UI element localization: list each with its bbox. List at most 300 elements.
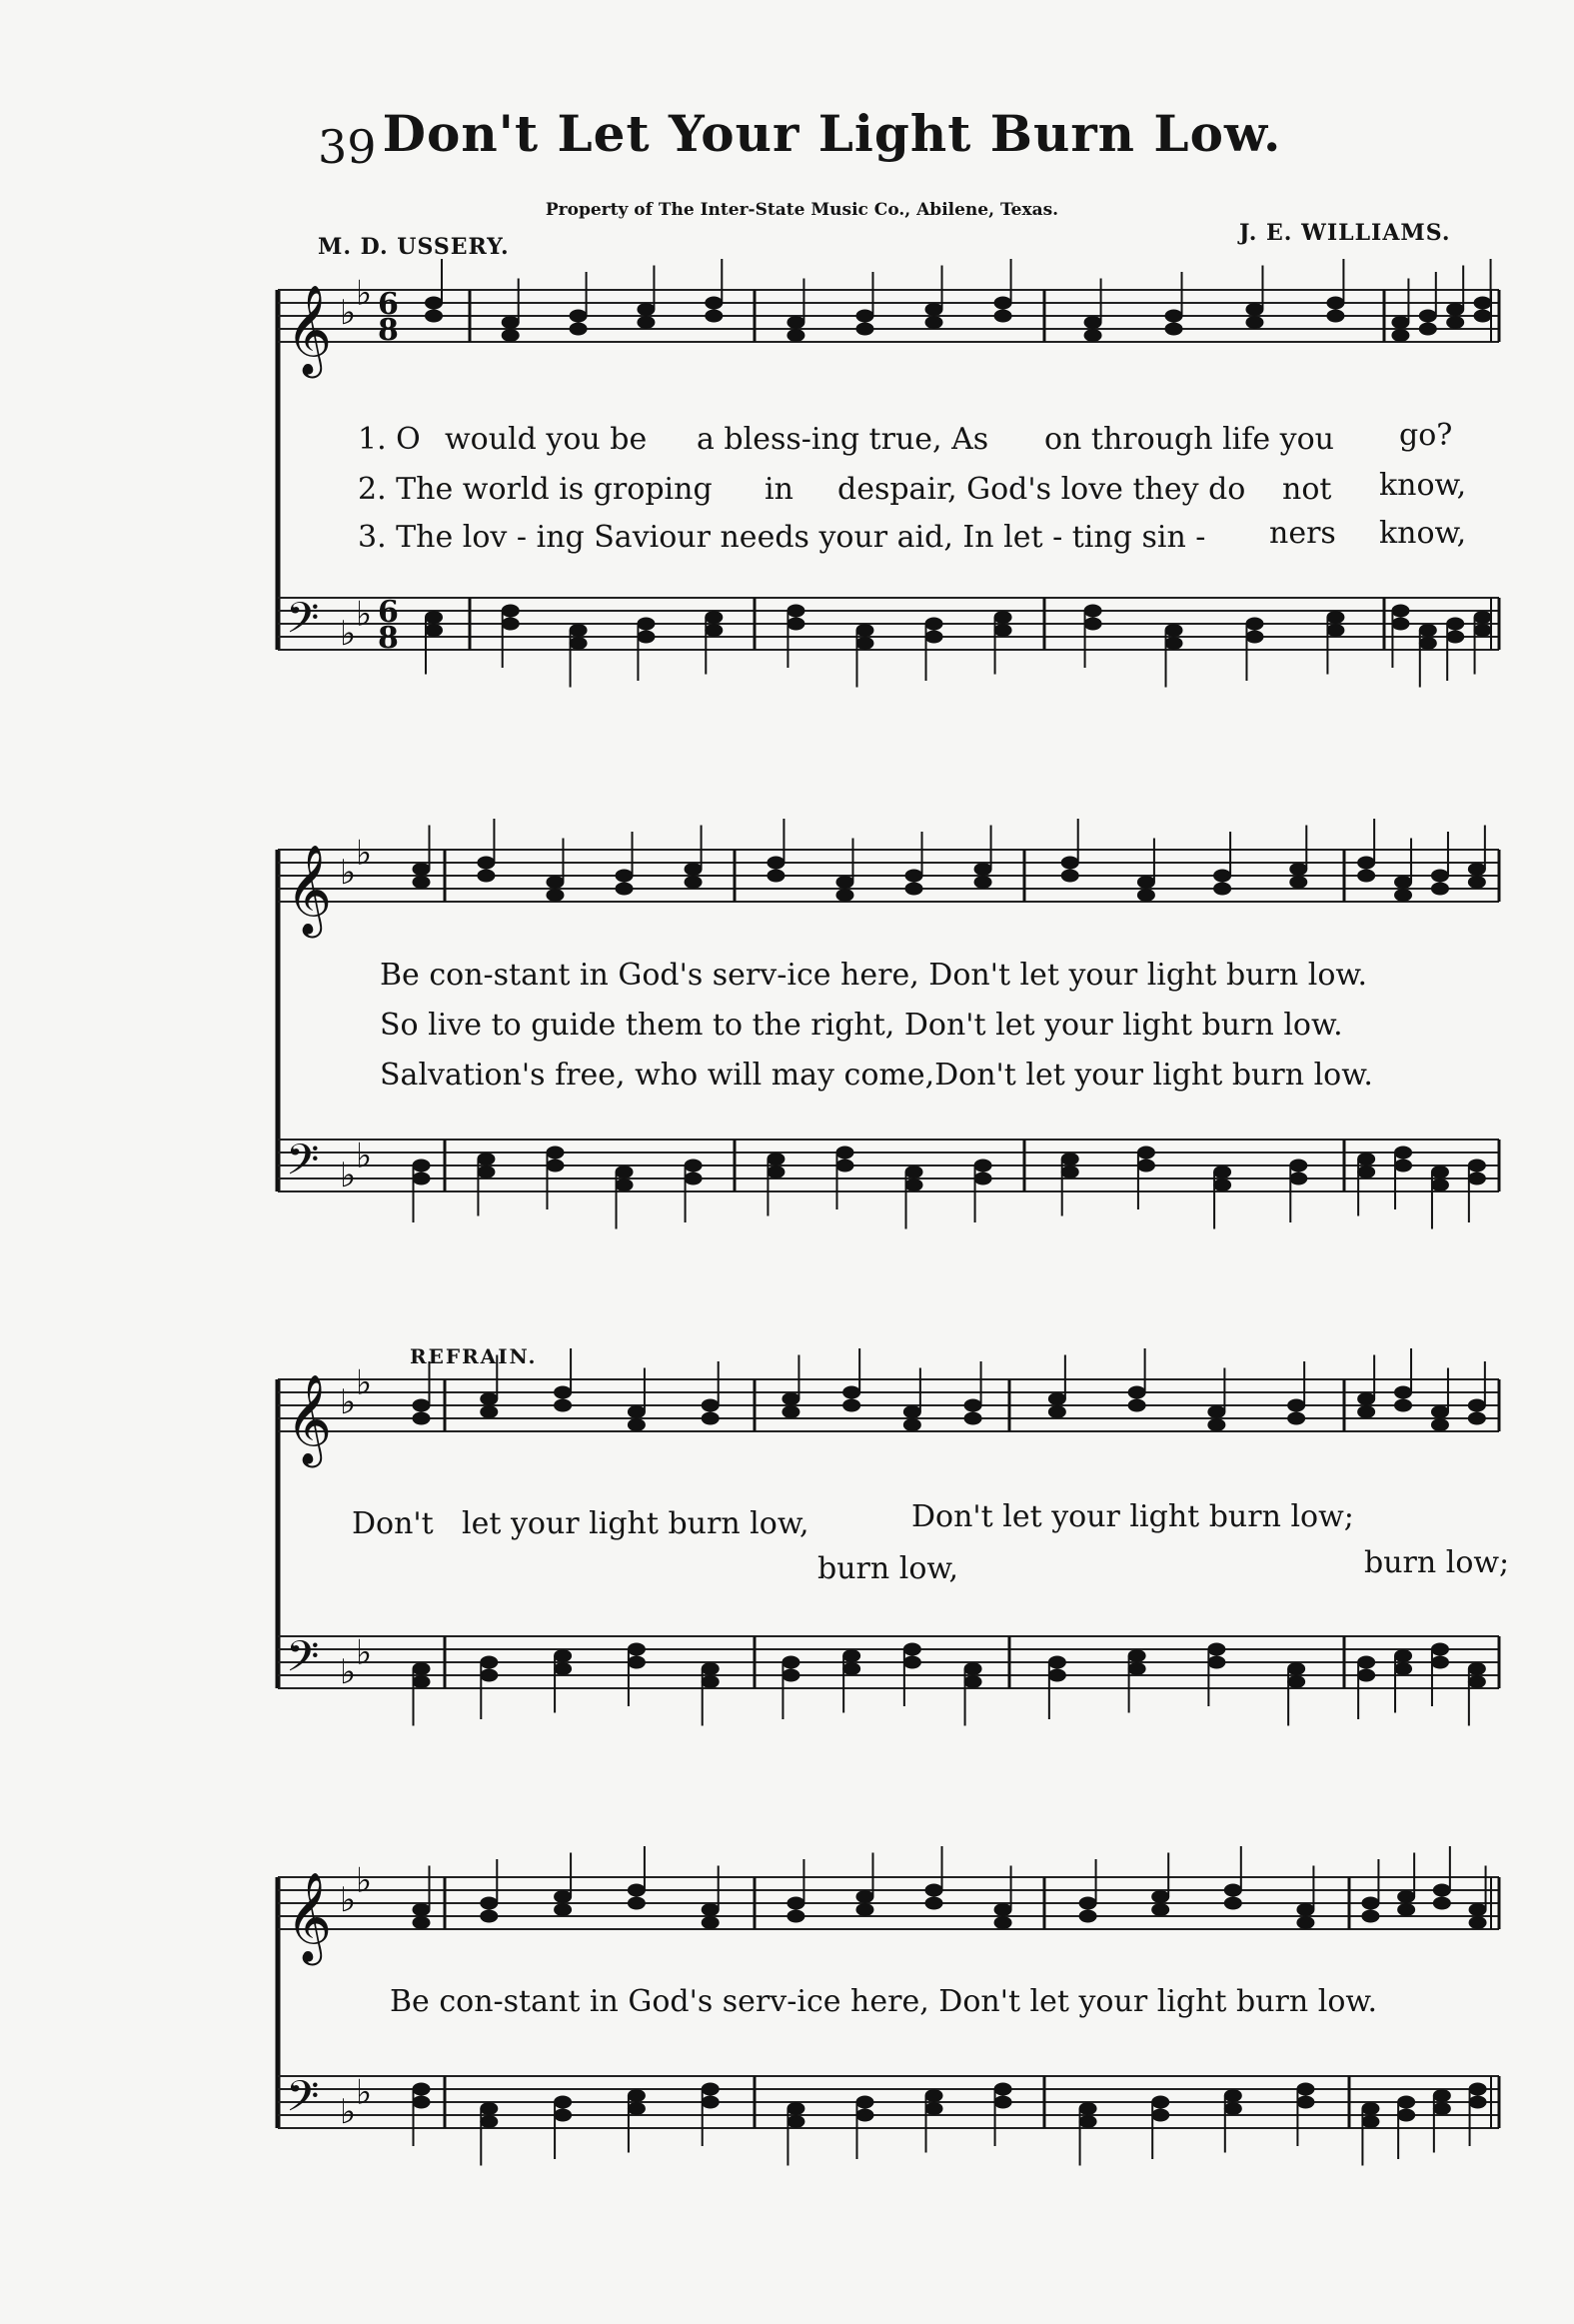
notehead xyxy=(1151,2096,1169,2109)
notehead xyxy=(855,310,873,323)
lyric-s1-v3-b: ners xyxy=(1269,516,1336,551)
notehead xyxy=(787,605,804,618)
notehead xyxy=(1474,310,1492,323)
notehead xyxy=(480,1910,498,1923)
notehead xyxy=(964,1399,982,1412)
notehead xyxy=(477,870,495,883)
notehead xyxy=(554,1890,572,1903)
notehead xyxy=(782,1392,799,1405)
notehead xyxy=(1361,1897,1379,1910)
flat-icon: ♭ xyxy=(340,293,357,333)
notehead xyxy=(1419,637,1437,650)
flat-icon: ♭ xyxy=(356,1136,373,1176)
notehead xyxy=(925,618,943,631)
notehead xyxy=(1468,863,1486,876)
notehead xyxy=(1289,863,1307,876)
notehead xyxy=(1048,1669,1066,1682)
notehead xyxy=(1151,1890,1169,1903)
notehead xyxy=(1361,2115,1379,2128)
notehead xyxy=(855,2109,873,2122)
notehead xyxy=(1296,1903,1314,1916)
notehead xyxy=(925,1884,943,1897)
notehead xyxy=(1394,1147,1412,1160)
notehead xyxy=(903,1643,921,1656)
notehead xyxy=(705,297,723,310)
notehead xyxy=(1431,1643,1449,1656)
lyric-refrain-echo-a: burn low, xyxy=(817,1551,959,1586)
notehead xyxy=(842,1386,860,1399)
notehead xyxy=(1469,2083,1487,2096)
notehead xyxy=(855,624,873,637)
notehead xyxy=(925,631,943,644)
notehead xyxy=(413,1399,431,1412)
notehead xyxy=(842,1662,860,1675)
notehead xyxy=(1391,605,1409,618)
notehead xyxy=(425,611,443,624)
notehead xyxy=(1397,2096,1415,2109)
notehead xyxy=(1048,1656,1066,1669)
notehead xyxy=(1137,876,1155,889)
notehead xyxy=(1296,2083,1314,2096)
notehead xyxy=(413,1160,431,1172)
notehead xyxy=(554,2109,572,2122)
notehead xyxy=(1207,1643,1225,1656)
refrain-label: REFRAIN. xyxy=(410,1344,538,1368)
notehead xyxy=(787,329,804,342)
page-number: 39 xyxy=(318,120,377,174)
notehead xyxy=(480,2115,498,2128)
notehead xyxy=(1361,1910,1379,1923)
notehead xyxy=(1207,1656,1225,1669)
notehead xyxy=(1433,2089,1451,2102)
flat-icon: ♭ xyxy=(340,2092,357,2132)
notehead xyxy=(855,1903,873,1916)
notehead xyxy=(637,303,655,316)
notehead xyxy=(480,2102,498,2115)
notehead xyxy=(994,624,1012,637)
composer-credit: J. E. WILLIAMS. xyxy=(1239,220,1451,246)
notehead xyxy=(685,1172,703,1185)
notehead xyxy=(1474,624,1492,637)
notehead xyxy=(1474,611,1492,624)
time-signature: 6 xyxy=(378,287,399,322)
notehead xyxy=(628,2089,646,2102)
notehead xyxy=(974,1160,992,1172)
notehead xyxy=(1357,1165,1375,1178)
notehead xyxy=(1213,1178,1231,1191)
lyric-s1-v1-b: would you be xyxy=(445,422,648,457)
notehead xyxy=(1165,637,1183,650)
notehead xyxy=(502,329,520,342)
notehead xyxy=(925,2089,943,2102)
notehead xyxy=(546,876,564,889)
notehead xyxy=(1213,870,1231,883)
notehead xyxy=(637,631,655,644)
flat-icon: ♭ xyxy=(340,1382,357,1422)
notehead xyxy=(1433,1884,1451,1897)
lyric-s2-v1: Be con-stant in God's serv-ice here, Don't let your light burn low. xyxy=(380,958,1368,993)
notehead xyxy=(1245,631,1263,644)
notehead xyxy=(1061,870,1079,883)
notehead xyxy=(616,1165,634,1178)
song-title: Don't Let Your Light Burn Low. xyxy=(382,104,1282,163)
notehead xyxy=(782,1656,799,1669)
notehead xyxy=(787,2115,804,2128)
notehead xyxy=(554,1386,572,1399)
notehead xyxy=(1446,618,1464,631)
flat-icon: ♭ xyxy=(340,1880,357,1920)
notehead xyxy=(1357,1392,1375,1405)
notehead xyxy=(767,1165,785,1178)
notehead xyxy=(554,2096,572,2109)
notehead xyxy=(767,870,785,883)
notehead xyxy=(1048,1405,1066,1418)
notehead xyxy=(1468,1399,1486,1412)
notehead xyxy=(616,1178,634,1191)
notehead xyxy=(1394,1399,1412,1412)
treble-clef-icon: 𝄞 xyxy=(286,1374,333,1464)
notehead xyxy=(1245,618,1263,631)
notehead xyxy=(1128,1399,1146,1412)
notehead xyxy=(1084,329,1102,342)
notehead xyxy=(477,857,495,870)
lyric-s1-v1-e: go? xyxy=(1399,418,1453,453)
notehead xyxy=(1128,1662,1146,1675)
notehead xyxy=(787,1897,804,1910)
notehead xyxy=(1224,2102,1242,2115)
notehead xyxy=(1213,1165,1231,1178)
notehead xyxy=(855,637,873,650)
notehead xyxy=(1245,303,1263,316)
notehead xyxy=(477,1153,495,1165)
notehead xyxy=(905,1178,923,1191)
lyric-s1-v2-d: not xyxy=(1282,472,1332,507)
notehead xyxy=(1431,1656,1449,1669)
lyric-s1-v1-a: 1. O xyxy=(358,422,421,457)
notehead xyxy=(1296,1916,1314,1929)
notehead xyxy=(702,1916,720,1929)
notehead xyxy=(1469,1903,1487,1916)
notehead xyxy=(1287,1662,1305,1675)
lyric-s2-v2: So live to guide them to the right, Don't let your light burn low. xyxy=(380,1008,1343,1043)
notehead xyxy=(1287,1675,1305,1688)
notehead xyxy=(974,876,992,889)
notehead xyxy=(1326,297,1344,310)
lyric-refrain-c: Don't let your light burn low; xyxy=(911,1499,1354,1534)
notehead xyxy=(1397,1903,1415,1916)
notehead xyxy=(1326,310,1344,323)
flat-icon: ♭ xyxy=(356,594,373,635)
notehead xyxy=(974,1172,992,1185)
notehead xyxy=(1469,1916,1487,1929)
notehead xyxy=(628,1418,646,1431)
notehead xyxy=(1394,876,1412,889)
notehead xyxy=(1245,316,1263,329)
notehead xyxy=(546,1160,564,1172)
notehead xyxy=(1287,1412,1305,1425)
lyric-refrain-a: Don't xyxy=(352,1506,434,1541)
notehead xyxy=(1048,1392,1066,1405)
notehead xyxy=(903,1418,921,1431)
notehead xyxy=(570,310,588,323)
notehead xyxy=(1397,1890,1415,1903)
lyric-s1-v1-d: on through life you xyxy=(1044,422,1334,457)
lyric-s1-v2-c: despair, God's love they do xyxy=(837,472,1246,507)
notehead xyxy=(994,2083,1012,2096)
notehead xyxy=(1079,1897,1097,1910)
notehead xyxy=(628,2102,646,2115)
notehead xyxy=(413,1903,431,1916)
notehead xyxy=(554,1399,572,1412)
notehead xyxy=(1431,883,1449,896)
notehead xyxy=(1326,611,1344,624)
notehead xyxy=(964,1675,982,1688)
flat-icon: ♭ xyxy=(356,1632,373,1673)
notehead xyxy=(994,297,1012,310)
notehead xyxy=(702,2096,720,2109)
notehead xyxy=(616,870,634,883)
notehead xyxy=(705,611,723,624)
notehead xyxy=(425,297,443,310)
notehead xyxy=(1289,1160,1307,1172)
notehead xyxy=(628,1643,646,1656)
notehead xyxy=(842,1399,860,1412)
notehead xyxy=(1357,857,1375,870)
notehead xyxy=(905,883,923,896)
notehead xyxy=(1079,2102,1097,2115)
notehead xyxy=(905,870,923,883)
notehead xyxy=(702,1399,720,1412)
notehead xyxy=(702,1412,720,1425)
flat-icon: ♭ xyxy=(356,1362,373,1403)
notehead xyxy=(637,316,655,329)
lyric-s1-v2-e: know, xyxy=(1379,468,1467,503)
notehead xyxy=(685,1160,703,1172)
notehead xyxy=(1287,1399,1305,1412)
notehead xyxy=(1446,303,1464,316)
lyric-s1-v2-a: 2. The world is groping xyxy=(358,472,713,507)
notehead xyxy=(1391,618,1409,631)
lyricist-credit: M. D. USSERY. xyxy=(318,234,510,260)
notehead xyxy=(546,1147,564,1160)
notehead xyxy=(628,1405,646,1418)
notehead xyxy=(502,618,520,631)
notehead xyxy=(787,1910,804,1923)
flat-icon: ♭ xyxy=(356,1860,373,1901)
notehead xyxy=(1468,1160,1486,1172)
notehead xyxy=(705,310,723,323)
notehead xyxy=(1207,1405,1225,1418)
notehead xyxy=(1419,323,1437,336)
notehead xyxy=(1431,1165,1449,1178)
notehead xyxy=(835,1147,853,1160)
notehead xyxy=(964,1412,982,1425)
notehead xyxy=(637,618,655,631)
notehead xyxy=(413,876,431,889)
treble-clef-icon: 𝄞 xyxy=(286,1872,333,1962)
notehead xyxy=(1431,1418,1449,1431)
flat-icon: ♭ xyxy=(356,2072,373,2113)
notehead xyxy=(1061,1153,1079,1165)
notehead xyxy=(835,1160,853,1172)
notehead xyxy=(903,1656,921,1669)
notehead xyxy=(1137,889,1155,902)
notehead xyxy=(1469,2096,1487,2109)
notehead xyxy=(1151,1903,1169,1916)
notehead xyxy=(413,863,431,876)
flat-icon: ♭ xyxy=(340,614,357,654)
notehead xyxy=(1433,2102,1451,2115)
notehead xyxy=(787,2102,804,2115)
notehead xyxy=(1391,316,1409,329)
notehead xyxy=(1357,1405,1375,1418)
notehead xyxy=(1394,1662,1412,1675)
notehead xyxy=(413,1675,431,1688)
notehead xyxy=(1357,1656,1375,1669)
notehead xyxy=(1165,310,1183,323)
notehead xyxy=(1431,1178,1449,1191)
notehead xyxy=(1397,2109,1415,2122)
notehead xyxy=(1151,2109,1169,2122)
notehead xyxy=(554,1662,572,1675)
notehead xyxy=(964,1662,982,1675)
notehead xyxy=(702,2083,720,2096)
notehead xyxy=(502,316,520,329)
notehead xyxy=(1468,1662,1486,1675)
notehead xyxy=(1084,316,1102,329)
notehead xyxy=(1446,631,1464,644)
notehead xyxy=(1224,2089,1242,2102)
notehead xyxy=(1419,310,1437,323)
notehead xyxy=(1361,2102,1379,2115)
notehead xyxy=(413,1662,431,1675)
notehead xyxy=(1296,2096,1314,2109)
notehead xyxy=(1128,1649,1146,1662)
notehead xyxy=(480,1669,498,1682)
lyric-s4-v1: Be con-stant in God's serv-ice here, Don't let your light burn low. xyxy=(390,1984,1378,2019)
notehead xyxy=(705,624,723,637)
notehead xyxy=(994,1903,1012,1916)
notehead xyxy=(1431,1405,1449,1418)
notehead xyxy=(925,2102,943,2115)
lyric-s1-v3-a: 3. The lov - ing Saviour needs your aid, In let - ting sin - xyxy=(358,520,1206,555)
lyric-s1-v1-c: a bless-ing true, As xyxy=(697,422,989,457)
notehead xyxy=(480,1405,498,1418)
notehead xyxy=(787,618,804,631)
notehead xyxy=(855,2096,873,2109)
notehead xyxy=(1084,605,1102,618)
notehead xyxy=(1394,1649,1412,1662)
notehead xyxy=(782,1405,799,1418)
notehead xyxy=(570,624,588,637)
notehead xyxy=(767,1153,785,1165)
notehead xyxy=(702,1903,720,1916)
notehead xyxy=(1391,329,1409,342)
notehead xyxy=(477,1165,495,1178)
notehead xyxy=(570,637,588,650)
notehead xyxy=(1357,1669,1375,1682)
notehead xyxy=(628,1897,646,1910)
notehead xyxy=(546,889,564,902)
time-signature: 8 xyxy=(378,313,399,348)
notehead xyxy=(554,1903,572,1916)
notehead xyxy=(1468,876,1486,889)
notehead xyxy=(480,1656,498,1669)
flat-icon: ♭ xyxy=(340,1156,357,1195)
notehead xyxy=(480,1392,498,1405)
notehead xyxy=(855,323,873,336)
notehead xyxy=(425,624,443,637)
notehead xyxy=(994,611,1012,624)
notehead xyxy=(554,1649,572,1662)
notehead xyxy=(925,1897,943,1910)
notehead xyxy=(1446,316,1464,329)
notehead xyxy=(767,857,785,870)
notehead xyxy=(685,863,703,876)
bass-clef-icon: 𝄢 xyxy=(286,1136,320,1195)
notehead xyxy=(1079,2115,1097,2128)
notehead xyxy=(1289,1172,1307,1185)
flat-icon: ♭ xyxy=(340,1652,357,1692)
notehead xyxy=(787,316,804,329)
notehead xyxy=(1084,618,1102,631)
lyric-s1-v3-c: know, xyxy=(1379,516,1467,551)
notehead xyxy=(1207,1418,1225,1431)
notehead xyxy=(842,1649,860,1662)
notehead xyxy=(502,605,520,618)
notehead xyxy=(994,310,1012,323)
notehead xyxy=(1165,323,1183,336)
notehead xyxy=(685,876,703,889)
notehead xyxy=(1224,1897,1242,1910)
notehead xyxy=(974,863,992,876)
lyric-s2-v3: Salvation's free, who will may come,Don't let your light burn low. xyxy=(380,1058,1373,1093)
flat-icon: ♭ xyxy=(356,833,373,874)
notehead xyxy=(1079,1910,1097,1923)
notehead xyxy=(835,889,853,902)
notehead xyxy=(1433,1897,1451,1910)
treble-clef-icon: 𝄞 xyxy=(286,845,333,935)
notehead xyxy=(1468,1675,1486,1688)
notehead xyxy=(994,2096,1012,2109)
notehead xyxy=(628,1884,646,1897)
notehead xyxy=(1394,1386,1412,1399)
notehead xyxy=(835,876,853,889)
notehead xyxy=(1431,870,1449,883)
notehead xyxy=(1061,857,1079,870)
notehead xyxy=(1474,297,1492,310)
notehead xyxy=(1289,876,1307,889)
notehead xyxy=(1326,624,1344,637)
notehead xyxy=(1468,1172,1486,1185)
notehead xyxy=(1061,1165,1079,1178)
lyric-refrain-echo-b: burn low; xyxy=(1364,1545,1510,1580)
notehead xyxy=(413,2083,431,2096)
bass-clef-icon: 𝄢 xyxy=(286,2072,320,2132)
notehead xyxy=(570,323,588,336)
bass-clef-icon: 𝄢 xyxy=(286,1632,320,1692)
notehead xyxy=(1419,624,1437,637)
notehead xyxy=(1137,1160,1155,1172)
notehead xyxy=(616,883,634,896)
flat-icon: ♭ xyxy=(340,853,357,893)
notehead xyxy=(702,1662,720,1675)
lyric-s1-v2-b: in xyxy=(765,472,793,507)
flat-icon: ♭ xyxy=(356,273,373,314)
time-signature: 8 xyxy=(378,621,399,656)
notehead xyxy=(480,1897,498,1910)
notehead xyxy=(925,316,943,329)
